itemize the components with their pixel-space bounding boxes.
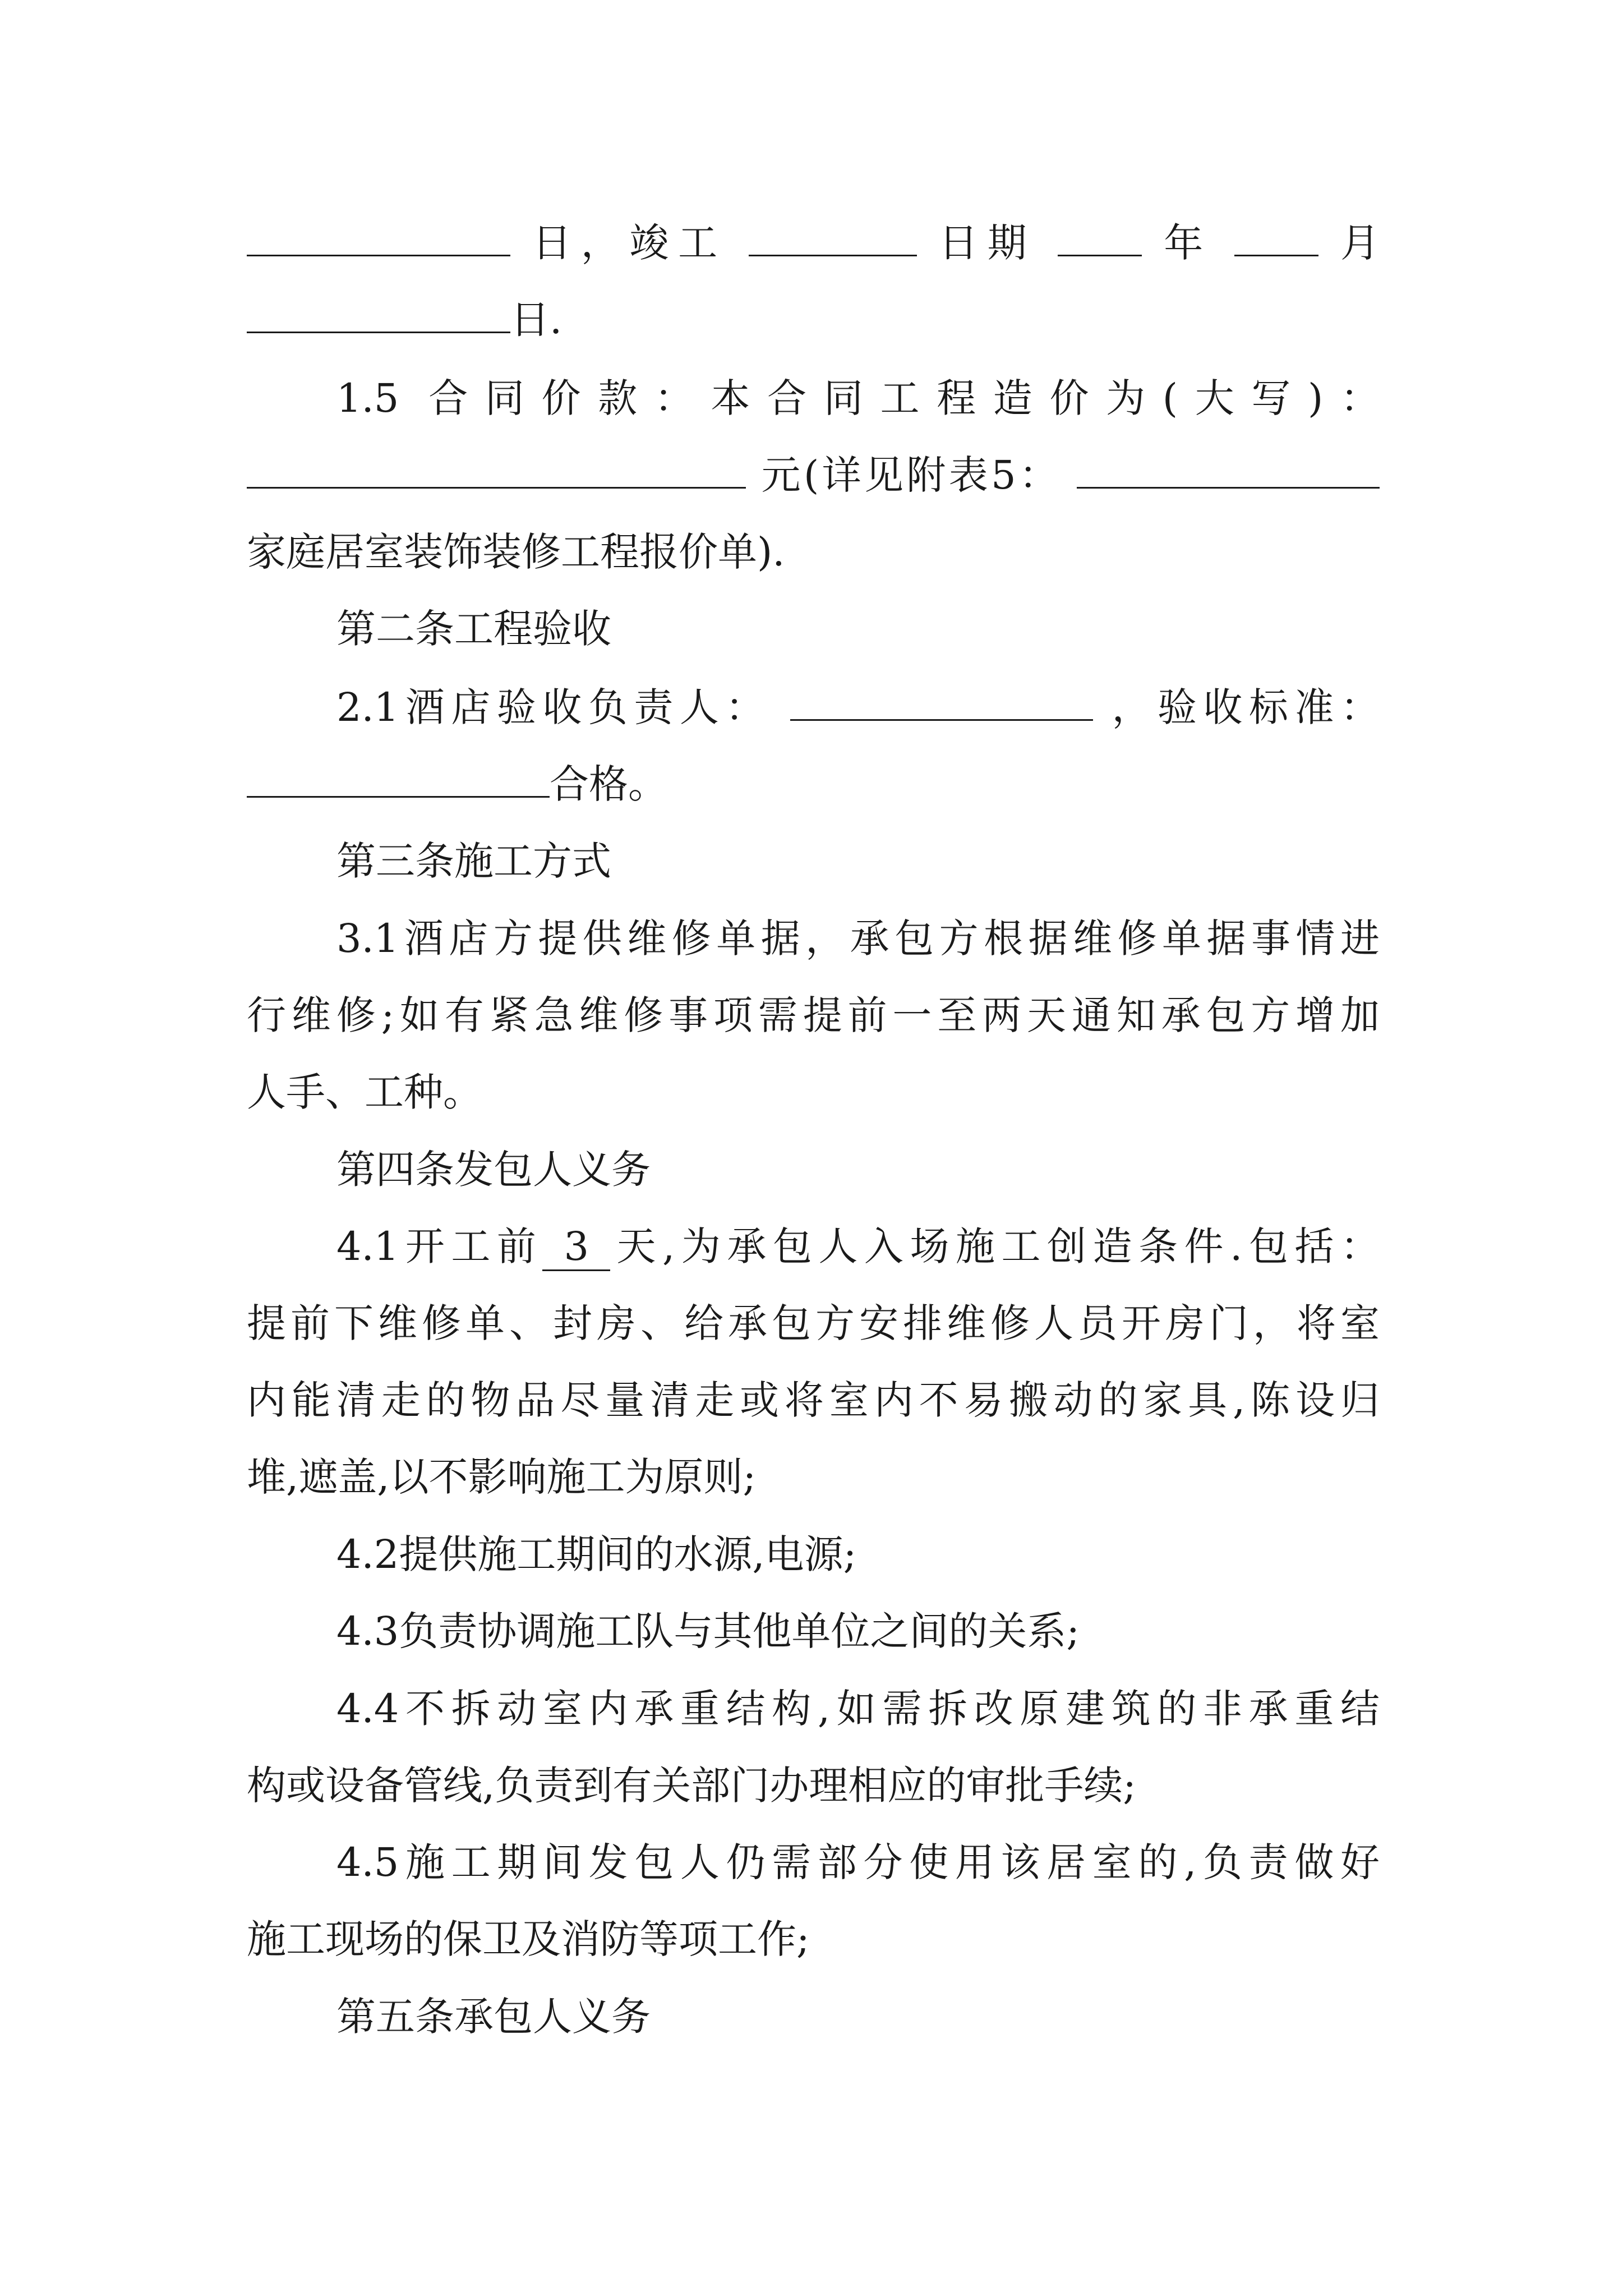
paragraph-line: 3.1酒店方提供维修单据，承包方根据维修单据事情进 <box>336 915 1380 961</box>
acceptance-standard-line <box>247 753 1380 815</box>
blank-field <box>247 761 550 798</box>
blank-field <box>749 220 917 256</box>
contract-price-line: 1.5 合同价款：本合同工程造价为(大写)： <box>336 375 1380 421</box>
paragraph-line: 内能清走的物品尽量清走或将室内不易搬动的家具,陈设归 <box>247 1377 1380 1423</box>
contract-price-amount-line <box>247 444 1380 506</box>
paragraph-line <box>336 1216 1380 1277</box>
blank-field <box>247 452 746 489</box>
section-heading: 第三条施工方式 <box>336 838 611 884</box>
blank-field <box>247 297 510 333</box>
text-segment: 年 <box>1164 220 1213 266</box>
paragraph-line: 4.3负责协调施工队与其他单位之间的关系; <box>336 1608 1080 1654</box>
paragraph-line: 构或设备管线,负责到有关部门办理相应的审批手续; <box>247 1763 1136 1809</box>
text-segment: 日. <box>510 297 562 343</box>
blank-field <box>1234 220 1318 256</box>
text-segment: 月 <box>1340 220 1380 266</box>
text-segment: ，验收标准： <box>1112 684 1380 730</box>
section-heading: 第四条发包人义务 <box>336 1147 651 1193</box>
completion-date-line <box>247 212 1380 274</box>
text-segment: 元(详见附表5： <box>761 452 1062 498</box>
text-segment: 日期 <box>938 220 1036 266</box>
text-segment: 合格。 <box>550 761 667 807</box>
section-heading: 第二条工程验收 <box>336 606 611 652</box>
paragraph-line: 提前下维修单、封房、给承包方安排维修人员开房门，将室 <box>247 1300 1380 1346</box>
paragraph-line: 堆,遮盖,以不影响施工为原则; <box>247 1454 757 1500</box>
blank-field <box>790 684 1093 721</box>
paragraph-line: 4.2提供施工期间的水源,电源; <box>336 1531 857 1577</box>
paragraph-line: 施工现场的保卫及消防等项工作; <box>247 1916 810 1962</box>
acceptance-line <box>336 677 1380 738</box>
paragraph-line: 家庭居室装饰装修工程报价单). <box>247 529 785 575</box>
text-segment: 2.1酒店验收负责人： <box>336 684 771 730</box>
text-segment: 4.1开工前 <box>336 1223 543 1269</box>
text-segment: 日，竣工 <box>532 220 727 266</box>
text-segment: 天,为承包人入场施工创造条件.包括： <box>610 1223 1380 1269</box>
completion-day-line <box>247 289 1380 351</box>
paragraph-line: 行维修;如有紧急维修事项需提前一至两天通知承包方增加 <box>247 992 1380 1038</box>
underlined-value: 3 <box>542 1223 610 1271</box>
paragraph-line: 人手、工种。 <box>247 1069 482 1115</box>
paragraph-line: 4.5施工期间发包人仍需部分使用该居室的,负责做好 <box>336 1839 1380 1885</box>
section-heading: 第五条承包人义务 <box>336 1994 651 2040</box>
blank-field <box>247 220 510 256</box>
blank-field <box>1058 220 1142 256</box>
paragraph-line: 4.4不拆动室内承重结构,如需拆改原建筑的非承重结 <box>336 1686 1380 1732</box>
blank-field <box>1077 452 1380 489</box>
